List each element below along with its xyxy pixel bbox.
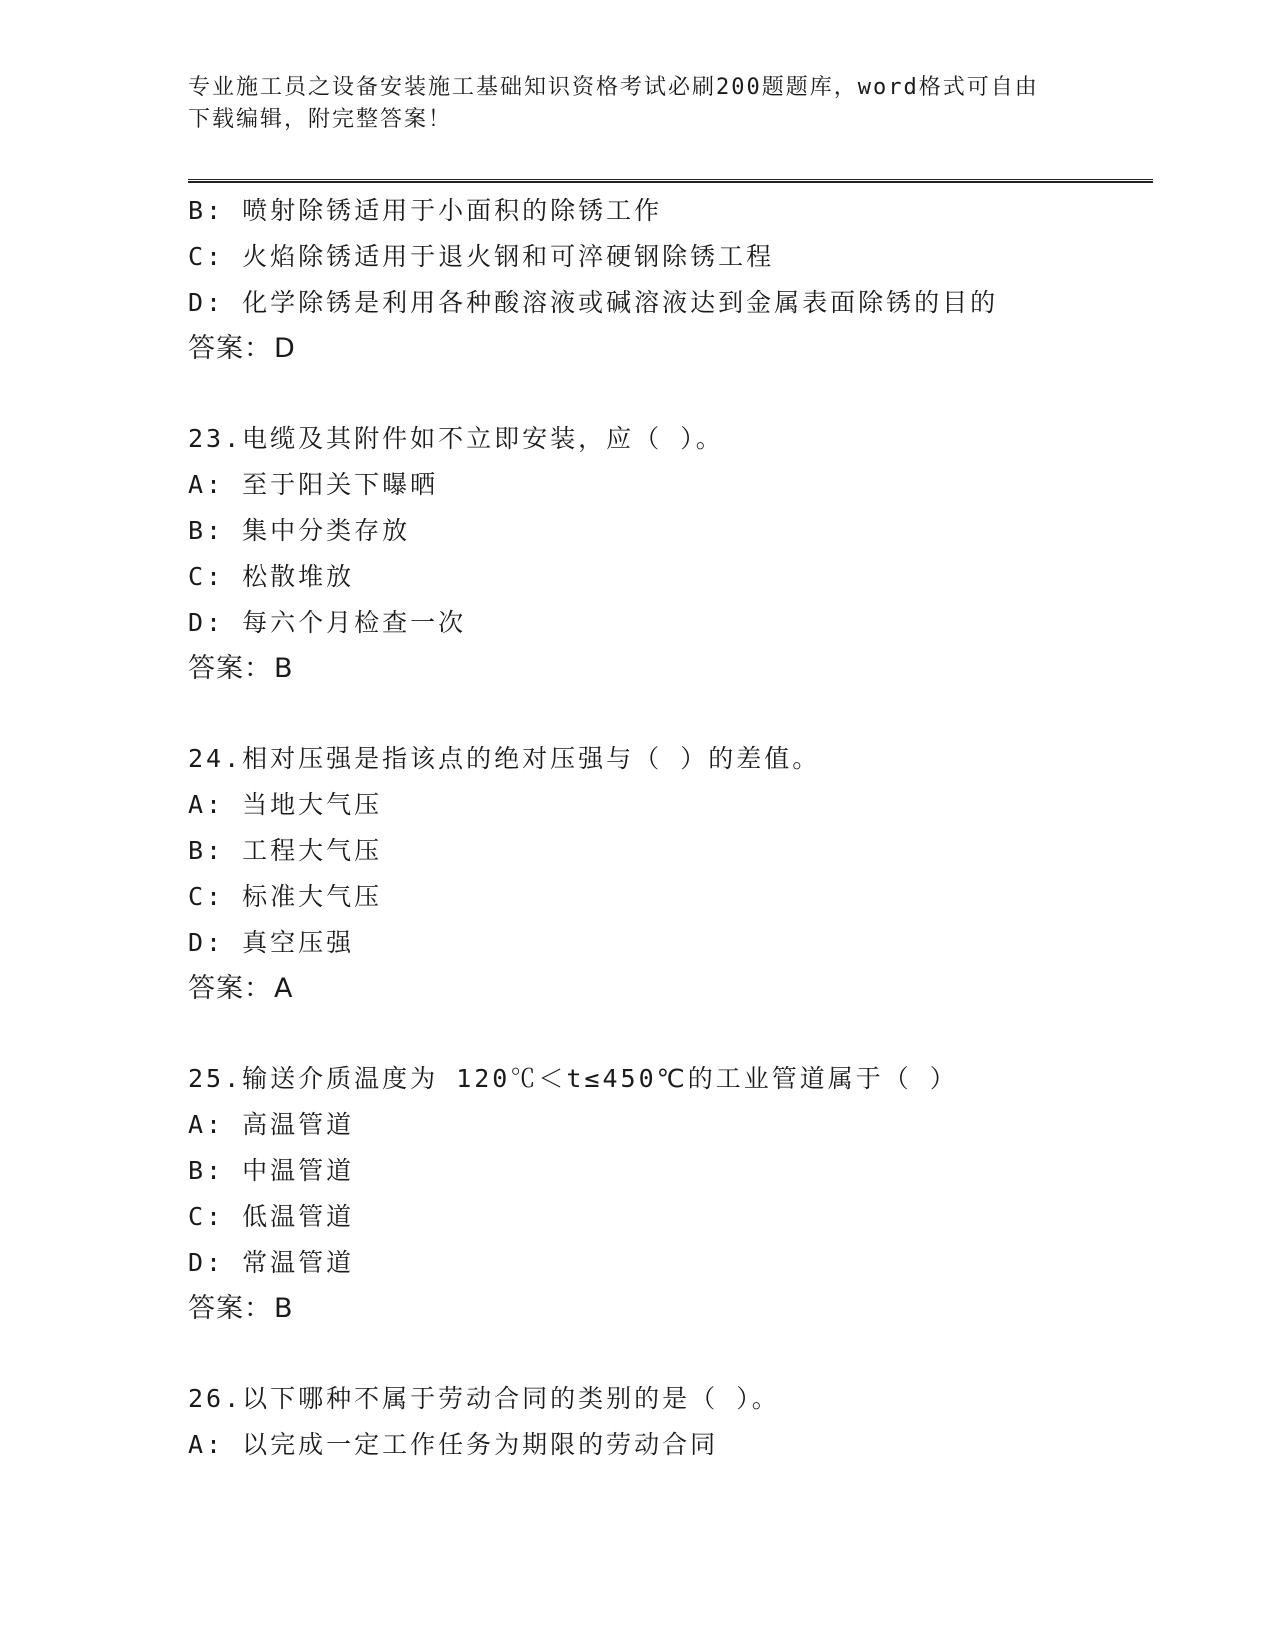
answer-line bbox=[188, 646, 1148, 692]
option-c: C: 低温管道 bbox=[188, 1202, 355, 1231]
answer-value: D bbox=[274, 333, 296, 364]
answer-line bbox=[188, 326, 1148, 372]
answer-value: A bbox=[274, 973, 294, 1004]
answer-line bbox=[188, 1286, 1148, 1332]
option-a: A: 至于阳关下曝晒 bbox=[188, 470, 439, 499]
header-line-1: 专业施工员之设备安装施工基础知识资格考试必刷200题题库，word格式可自由 bbox=[188, 75, 1039, 100]
header-divider bbox=[188, 179, 1153, 183]
option-b: B: 工程大气压 bbox=[188, 836, 383, 865]
question-24 bbox=[188, 736, 1148, 1012]
document-header bbox=[188, 72, 1088, 136]
option-a: A: 当地大气压 bbox=[188, 790, 383, 819]
header-line-2: 下载编辑，附完整答案！ bbox=[188, 107, 453, 132]
option-c: C: 松散堆放 bbox=[188, 562, 355, 591]
question-stem: 24.相对压强是指该点的绝对压强与（ ）的差值。 bbox=[188, 744, 821, 773]
question-22-continued bbox=[188, 188, 1148, 372]
question-23 bbox=[188, 416, 1148, 692]
answer-label: 答案： bbox=[188, 1293, 272, 1324]
option-c: C: 标准大气压 bbox=[188, 882, 383, 911]
answer-label: 答案： bbox=[188, 653, 272, 684]
option-a: A: 高温管道 bbox=[188, 1110, 355, 1139]
question-26 bbox=[188, 1376, 1148, 1468]
answer-value: B bbox=[274, 1293, 294, 1324]
question-list bbox=[188, 188, 1148, 1468]
option-d: D: 每六个月检查一次 bbox=[188, 608, 467, 637]
question-stem: 25.输送介质温度为 120℃＜t≤450℃的工业管道属于（ ） bbox=[188, 1064, 958, 1093]
answer-label: 答案： bbox=[188, 333, 272, 364]
answer-label: 答案： bbox=[188, 973, 272, 1004]
option-c: C: 火焰除锈适用于退火钢和可淬硬钢除锈工程 bbox=[188, 242, 775, 271]
option-d: D: 真空压强 bbox=[188, 928, 355, 957]
answer-line bbox=[188, 966, 1148, 1012]
option-d: D: 化学除锈是利用各种酸溶液或碱溶液达到金属表面除锈的目的 bbox=[188, 288, 999, 317]
question-stem: 26.以下哪种不属于劳动合同的类别的是（ ）。 bbox=[188, 1384, 780, 1413]
option-b: B: 喷射除锈适用于小面积的除锈工作 bbox=[188, 196, 663, 225]
question-25 bbox=[188, 1056, 1148, 1332]
option-b: B: 中温管道 bbox=[188, 1156, 355, 1185]
option-a: A: 以完成一定工作任务为期限的劳动合同 bbox=[188, 1430, 719, 1459]
answer-value: B bbox=[274, 653, 294, 684]
question-stem: 23.电缆及其附件如不立即安装，应（ ）。 bbox=[188, 424, 724, 453]
option-d: D: 常温管道 bbox=[188, 1248, 355, 1277]
option-b: B: 集中分类存放 bbox=[188, 516, 411, 545]
